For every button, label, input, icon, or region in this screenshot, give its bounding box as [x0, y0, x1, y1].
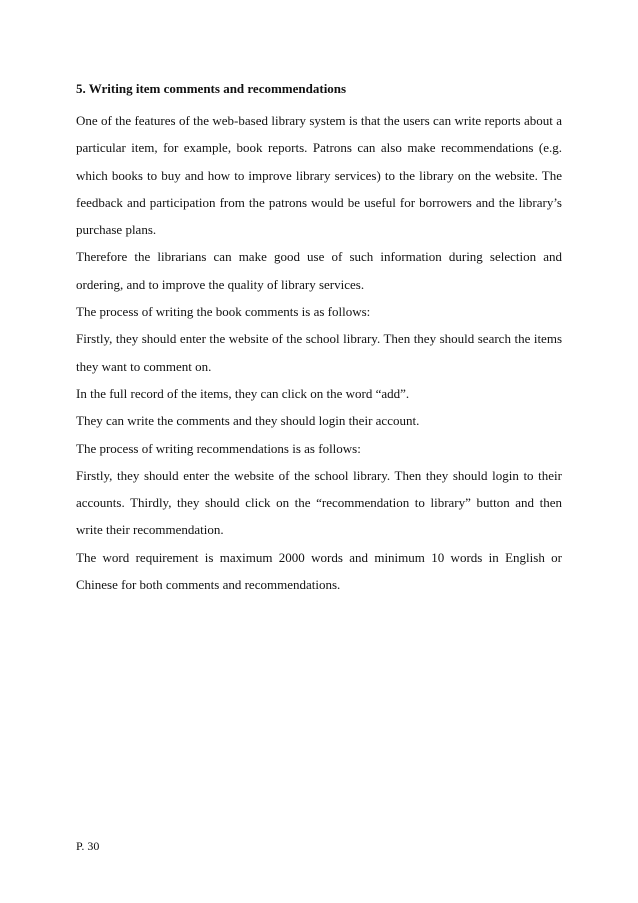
paragraph-comments-process-intro: The process of writing the book comments is as follows: — [76, 304, 371, 320]
paragraph-comments-step-1: Firstly, they should enter the website of the school library. Then they should search the items they want to comment on. — [76, 331, 562, 374]
section-heading: 5. Writing item comments and recommendations — [76, 81, 347, 96]
paragraph-recommendations-process-intro: The process of writing recommendations is as follows: — [76, 440, 361, 456]
paragraph-word-requirement: The word requirement is maximum 2000 words and minimum 10 words in English or Chinese for both comments and recommendations. — [76, 549, 562, 593]
paragraph-librarians: Therefore the librarians can make good use of such information during selection and ordering, and to improve the quality of library services. — [76, 249, 562, 292]
document-body — [76, 80, 562, 598]
paragraph-features: One of the features of the web-based library system is that the users can write reports about a particular item, for example, book reports. Patrons can also make recommendations (e.g. which books to buy and how to improve library services) to the library on the website. The feedback and participation from the patrons would be useful for borrowers and the library’s purchase plans. — [76, 113, 562, 238]
paragraph-comments-step-2: In the full record of the items, they can click on the word “add”. — [76, 385, 410, 401]
page-number: P. 30 — [76, 839, 100, 853]
paragraph-comments-step-3: They can write the comments and they should login their account. — [76, 413, 420, 429]
paragraph-recommendations-steps: Firstly, they should enter the website of the school library. Then they should login to their accounts. Thirdly, they should click on the “recommendation to library” button and then write their recommendation. — [76, 467, 562, 538]
